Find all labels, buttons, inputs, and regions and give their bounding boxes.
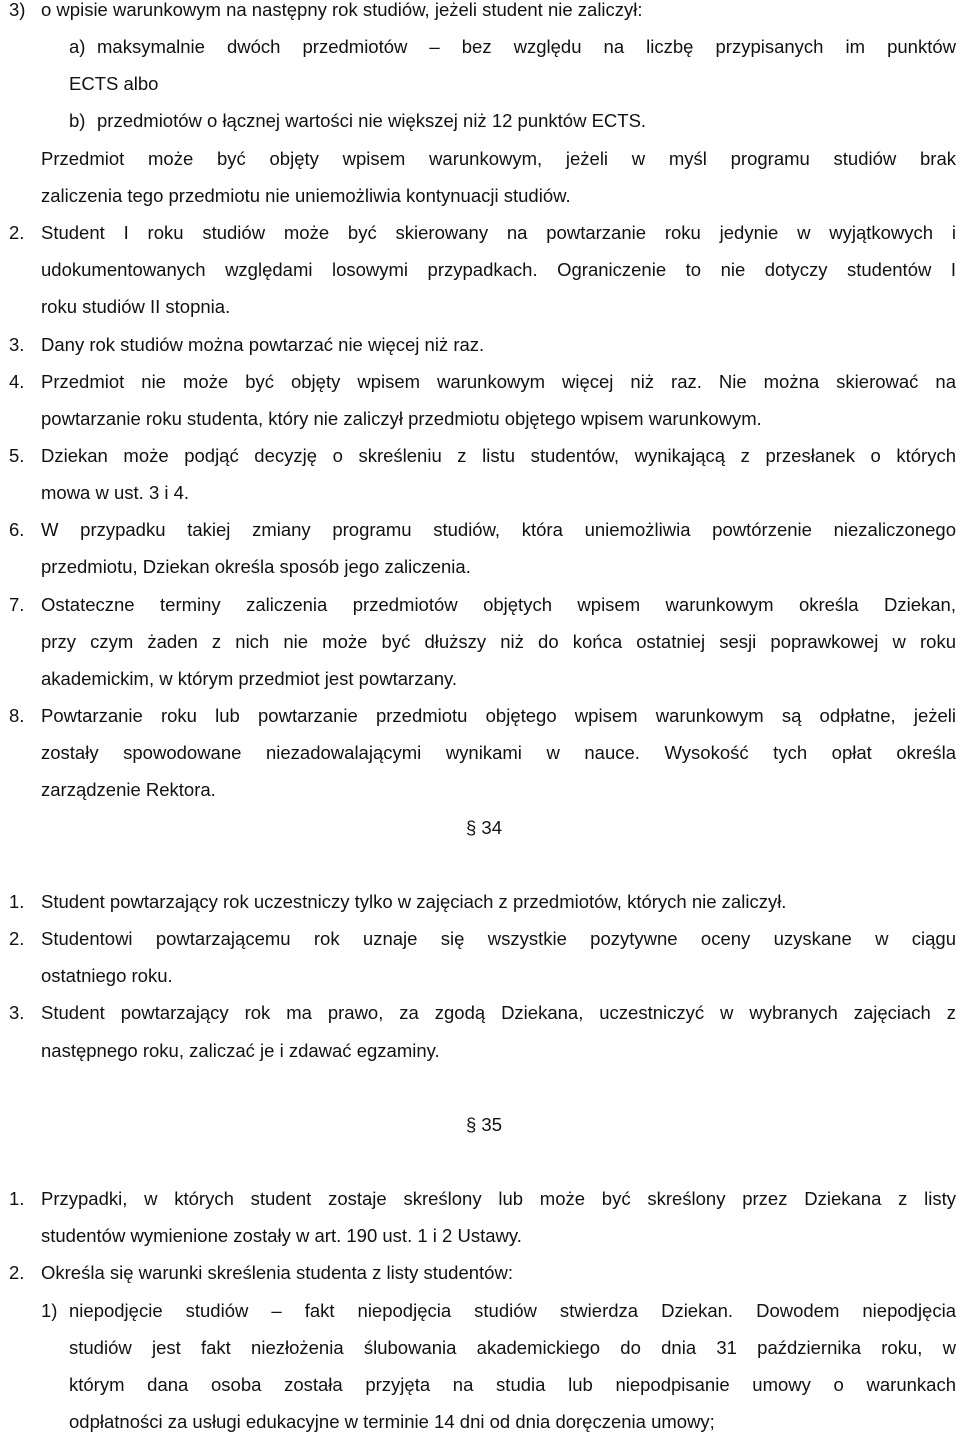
list-item-line: Dany rok studiów można powtarzać nie więcej niż raz.: [41, 334, 485, 355]
sub-item-line: niepodjęcie studiów – fakt niepodjęcia studiów stwierdza Dziekan. Dowodem niepodjęcia: [69, 1300, 956, 1321]
list-item-number: 3.: [9, 1002, 25, 1023]
paragraph-heading: § 35: [466, 1114, 503, 1135]
list-item-line: następnego roku, zaliczać je i zdawać egzaminy.: [41, 1040, 440, 1061]
sub-item-marker: b): [69, 110, 86, 131]
sub-item-line: którym dana osoba została przyjęta na studia lub niepodpisanie umowy o warunkach: [69, 1374, 956, 1395]
list-item-line: studentów wymienione zostały w art. 190 ust. 1 i 2 Ustawy.: [41, 1225, 522, 1246]
list-item-line: Student powtarzający rok uczestniczy tylko w zajęciach z przedmiotów, których nie zaliczył.: [41, 891, 787, 912]
list-item-number: 4.: [9, 371, 25, 392]
list-item-number: 3.: [9, 334, 25, 355]
sub-item-marker: a): [69, 36, 86, 57]
note-line: zaliczenia tego przedmiotu nie uniemożliwia kontynuacji studiów.: [41, 185, 571, 206]
item-intro: o wpisie warunkowym na następny rok studiów, jeżeli student nie zaliczył:: [41, 0, 643, 20]
list-item-line: Przypadki, w których student zostaje skreślony lub może być skreślony przez Dziekana z listy: [41, 1188, 956, 1209]
list-item-line: Przedmiot nie może być objęty wpisem warunkowym więcej niż raz. Nie można skierować na: [41, 371, 956, 392]
list-item-number: 1.: [9, 1188, 25, 1209]
list-item-line: przy czym żaden z nich nie może być dłuższy niż do końca ostatniej sesji poprawkowej w roku: [41, 631, 956, 652]
sub-item-line: maksymalnie dwóch przedmiotów – bez względu na liczbę przypisanych im punktów: [97, 36, 956, 57]
list-item-number: 2.: [9, 928, 25, 949]
paragraph-heading: § 34: [466, 817, 503, 838]
sub-item-line: studiów jest fakt niezłożenia ślubowania akademickiego do dnia 31 października roku, w: [69, 1337, 956, 1358]
list-item-number: 6.: [9, 519, 25, 540]
list-item-number: 5.: [9, 445, 25, 466]
list-item-line: zostały spowodowane niezadowalającymi wynikami w nauce. Wysokość tych opłat określa: [41, 742, 956, 763]
list-item-line: powtarzanie roku studenta, który nie zaliczył przedmiotu objętego wpisem warunkowym.: [41, 408, 762, 429]
list-item-number: 7.: [9, 594, 25, 615]
list-item-line: mowa w ust. 3 i 4.: [41, 482, 190, 503]
list-item-line: roku studiów II stopnia.: [41, 296, 231, 317]
list-item-line: Student I roku studiów może być skierowany na powtarzanie roku jedynie w wyjątkowych i: [41, 222, 956, 243]
list-item-line: ostatniego roku.: [41, 965, 173, 986]
list-item-line: zarządzenie Rektora.: [41, 779, 216, 800]
list-item-line: Studentowi powtarzającemu rok uznaje się wszystkie pozytywne oceny uzyskane w ciągu: [41, 928, 956, 949]
list-item-number: 8.: [9, 705, 25, 726]
sub-item-line: przedmiotów o łącznej wartości nie większej niż 12 punktów ECTS.: [97, 110, 647, 131]
list-item-line: Określa się warunki skreślenia studenta z listy studentów:: [41, 1262, 513, 1283]
sub-item-line: ECTS albo: [69, 73, 159, 94]
note-line: Przedmiot może być objęty wpisem warunkowym, jeżeli w myśl programu studiów brak: [41, 148, 956, 169]
list-item-number: 2.: [9, 222, 25, 243]
list-item-number: 2.: [9, 1262, 25, 1283]
list-item-line: przedmiotu, Dziekan określa sposób jego zaliczenia.: [41, 556, 471, 577]
list-item-line: Dziekan może podjąć decyzję o skreśleniu z listu studentów, wynikającą z przesłanek o których: [41, 445, 956, 466]
sub-item-marker: 1): [41, 1300, 58, 1321]
list-item-line: Student powtarzający rok ma prawo, za zgodą Dziekana, uczestniczyć w wybranych zajęciach z: [41, 1002, 956, 1023]
list-item-line: akademickim, w którym przedmiot jest powtarzany.: [41, 668, 458, 689]
list-item-line: udokumentowanych względami losowymi przypadkach. Ograniczenie to nie dotyczy studentów I: [41, 259, 956, 280]
item-marker: 3): [9, 0, 26, 20]
list-item-line: Ostateczne terminy zaliczenia przedmiotów objętych wpisem warunkowym określa Dziekan,: [41, 594, 956, 615]
list-item-line: W przypadku takiej zmiany programu studiów, która uniemożliwia powtórzenie niezaliczonego: [41, 519, 956, 540]
list-item-line: Powtarzanie roku lub powtarzanie przedmiotu objętego wpisem warunkowym są odpłatne, jeżeli: [41, 705, 956, 726]
sub-item-line: odpłatności za usługi edukacyjne w terminie 14 dni od dnia doręczenia umowy;: [69, 1411, 715, 1432]
list-item-number: 1.: [9, 891, 25, 912]
